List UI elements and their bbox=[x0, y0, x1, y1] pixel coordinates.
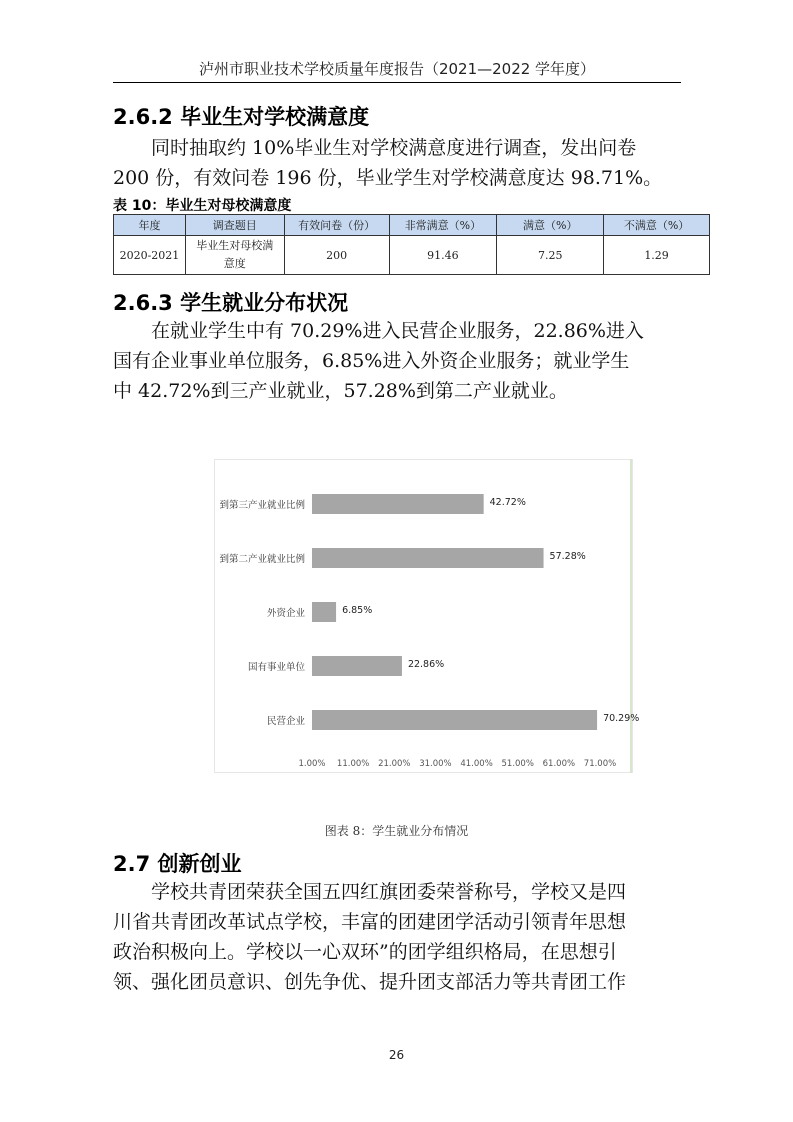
header-unsatisfied: 不满意（%） bbox=[604, 215, 710, 236]
bar bbox=[312, 710, 597, 730]
paragraph-line: 政治积极向上。学校以一心双环”的团学组织格局，在思想引 bbox=[113, 941, 617, 963]
category-label: 民营企业 bbox=[266, 716, 305, 727]
cell-unsatisfied: 1.29 bbox=[604, 236, 710, 275]
table-row bbox=[114, 236, 710, 275]
bar bbox=[312, 656, 402, 676]
paragraph-line: 200 份，有效问卷 196 份，毕业学生对学校满意度达 98.71%。 bbox=[113, 167, 663, 189]
page-number: 26 bbox=[388, 1048, 405, 1062]
x-tick-label: 11.00% bbox=[336, 759, 370, 769]
heading-2-7: 2.7 创新创业 bbox=[113, 852, 242, 876]
cell-very-satisfied: 91.46 bbox=[389, 236, 497, 275]
cell-topic-line2: 意度 bbox=[223, 257, 246, 270]
cell-topic-line1: 毕业生对母校满 bbox=[196, 239, 274, 252]
bar bbox=[312, 602, 336, 622]
bar bbox=[312, 494, 484, 514]
heading-2-6-2: 2.6.2 毕业生对学校满意度 bbox=[113, 105, 370, 129]
bar-value-label: 57.28% bbox=[549, 551, 586, 562]
header-year: 年度 bbox=[114, 215, 186, 236]
cell-satisfied: 7.25 bbox=[497, 236, 604, 275]
paragraph-2-7 bbox=[113, 877, 683, 997]
bar-value-label: 6.85% bbox=[342, 605, 373, 616]
category-label: 到第三产业就业比例 bbox=[219, 500, 305, 511]
header-very-satisfied: 非常满意（%） bbox=[389, 215, 497, 236]
header-satisfied: 满意（%） bbox=[497, 215, 604, 236]
x-tick-label: 51.00% bbox=[501, 759, 534, 769]
header-rule bbox=[113, 82, 681, 83]
cell-valid: 200 bbox=[284, 236, 389, 275]
paragraph-2-6-3 bbox=[113, 316, 683, 406]
x-tick-label: 61.00% bbox=[542, 759, 576, 769]
paragraph-line: 国有企业事业单位服务，6.85%进入外资企业服务；就业学生 bbox=[113, 350, 630, 372]
x-tick-label: 71.00% bbox=[583, 759, 617, 769]
category-label: 国有事业单位 bbox=[247, 662, 305, 673]
satisfaction-table bbox=[113, 214, 710, 275]
bar-value-label: 70.29% bbox=[603, 713, 640, 724]
table-header-row bbox=[114, 215, 710, 236]
bar-value-label: 42.72% bbox=[489, 497, 526, 508]
header-topic: 调查题目 bbox=[185, 215, 284, 236]
employment-bar-chart bbox=[214, 459, 640, 773]
bar bbox=[312, 548, 544, 568]
paragraph-line: 在就业学生中有 70.29%进入民营企业服务，22.86%进入 bbox=[151, 320, 644, 342]
category-label: 外资企业 bbox=[266, 608, 305, 619]
paragraph-line: 中 42.72%到三产业就业，57.28%到第二产业就业。 bbox=[113, 380, 568, 402]
x-tick-label: 41.00% bbox=[460, 759, 493, 769]
employment-chart bbox=[214, 459, 640, 773]
cell-topic bbox=[185, 236, 284, 275]
heading-2-6-3: 2.6.3 学生就业分布状况 bbox=[113, 291, 349, 315]
paragraph-line: 领、强化团员意识、创先争优、提升团支部活力等共青团工作 bbox=[113, 971, 627, 993]
paragraph-line: 同时抽取约 10%毕业生对学校满意度进行调查，发出问卷 bbox=[151, 137, 637, 159]
paragraph-line: 川省共青团改革试点学校，丰富的团建团学活动引领青年思想 bbox=[113, 911, 627, 933]
paragraph-line: 学校共青团荣获全国五四红旗团委荣誉称号，学校又是四 bbox=[151, 881, 627, 903]
paragraph-2-6-2 bbox=[113, 133, 683, 193]
running-header: 泸州市职业技术学校质量年度报告（2021—2022 学年度） bbox=[198, 60, 596, 78]
header-valid: 有效问卷（份） bbox=[284, 215, 389, 236]
x-tick-label: 21.00% bbox=[378, 759, 411, 769]
table-10-caption: 表 10：毕业生对母校满意度 bbox=[113, 198, 292, 214]
x-tick-label: 1.00% bbox=[298, 759, 326, 769]
x-tick-label: 31.00% bbox=[419, 759, 452, 769]
cell-year: 2020-2021 bbox=[114, 236, 186, 275]
bar-value-label: 22.86% bbox=[407, 659, 445, 670]
category-label: 到第二产业就业比例 bbox=[219, 554, 305, 565]
figure-8-caption: 图表 8：学生就业分布情况 bbox=[324, 824, 469, 838]
